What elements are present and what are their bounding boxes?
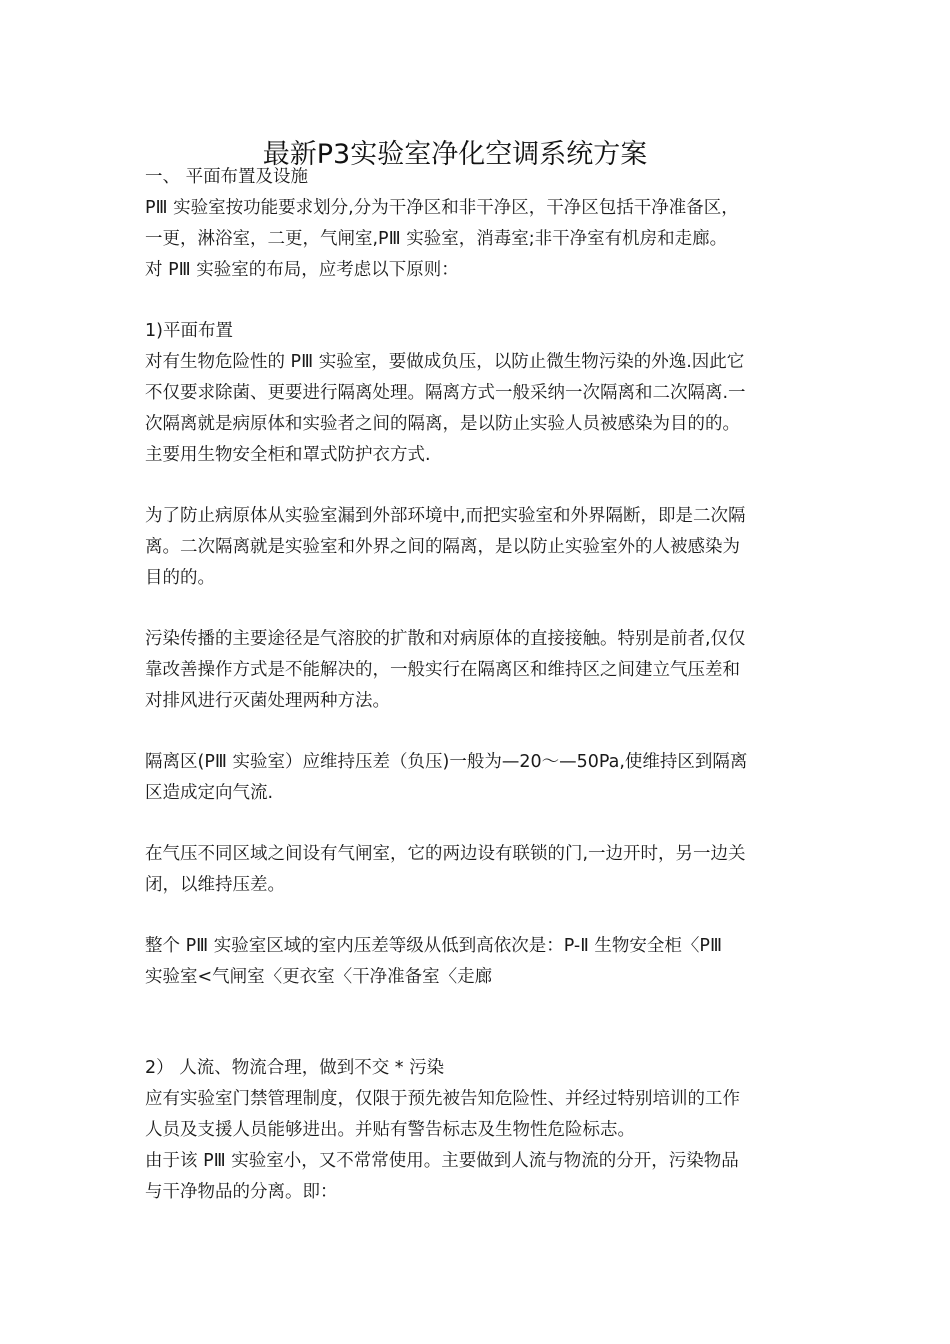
text-line: 主要用生物安全柜和罩式防护衣方式. [145,445,431,465]
text-line: 实验室<气闸室〈更衣室〈干净准备室〈走廊 [145,967,493,987]
text-line: 对 PⅢ 实验室的布局，应考虑以下原则： [145,260,459,280]
text-line: 污染传播的主要途径是气溶胶的扩散和对病原体的直接接触。特别是前者,仅仅 [145,629,746,649]
text-line: 不仅要求除菌、更要进行隔离处理。隔离方式一般采纳一次隔离和二次隔离.一 [145,383,746,403]
text-line: 人员及支援人员能够进出。并贴有警告标志及生物性危险标志。 [145,1120,635,1140]
text-line: 与干净物品的分离。即： [145,1182,338,1202]
section-heading-1: 一、 平面布置及设施 [145,167,309,187]
text-line: 目的的。 [145,568,215,588]
text-line: 闭，以维持压差。 [145,875,285,895]
subsection-heading-2: 2） 人流、物流合理，做到不交 * 污染 [145,1058,445,1078]
text-line: 应有实验室门禁管理制度，仅限于预先被告知危险性、并经过特别培训的工作 [145,1089,740,1109]
text-line: 对有生物危险性的 PⅢ 实验室，要做成负压，以防止微生物污染的外逸.因此它 [145,352,745,372]
text-line: 靠改善操作方式是不能解决的，一般实行在隔离区和维持区之间建立气压差和 [145,660,740,680]
text-line: 为了防止病原体从实验室漏到外部环境中,而把实验室和外界隔断，即是二次隔 [145,506,746,526]
text-line: 由于该 PⅢ 实验室小，又不常常使用。主要做到人流与物流的分开，污染物品 [145,1151,739,1171]
subsection-heading-1: 1)平面布置 [145,321,233,341]
text-line: 隔离区(PⅢ 实验室）应维持压差（负压)一般为—20～—50Pa,使维持区到隔离 [145,752,748,772]
text-line: 次隔离就是病原体和实验者之间的隔离，是以防止实验人员被感染为目的的。 [145,414,740,434]
document-title: 最新P3实验室净化空调系统方案 [262,139,648,171]
text-line: 在气压不同区域之间设有气闸室，它的两边设有联锁的门,一边开时，另一边关 [145,844,746,864]
text-line: 整个 PⅢ 实验室区域的室内压差等级从低到高依次是：P-Ⅱ 生物安全柜〈PⅢ [145,936,723,956]
text-line: 对排风进行灭菌处理两种方法。 [145,691,390,711]
text-line: 离。二次隔离就是实验室和外界之间的隔离，是以防止实验室外的人被感染为 [145,537,740,557]
text-line: PⅢ 实验室按功能要求划分,分为干净区和非干净区，干净区包括干净准备区， [145,198,739,218]
text-line: 区造成定向气流. [145,783,274,803]
text-line: 一更，淋浴室，二更，气闸室,PⅢ 实验室，消毒室;非干净室有机房和走廊。 [145,229,728,249]
